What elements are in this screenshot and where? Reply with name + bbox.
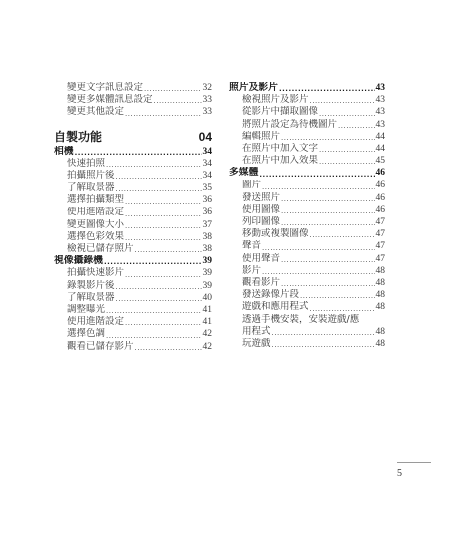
toc-entry-title: 發送錄像片段 bbox=[242, 289, 300, 301]
section-heading-photos-videos[interactable] bbox=[229, 82, 385, 94]
toc-entry[interactable] bbox=[54, 194, 212, 206]
toc-entry-title: 選擇色彩效果 bbox=[67, 230, 125, 242]
toc-entry[interactable] bbox=[229, 301, 385, 313]
toc-entry-page: 41 bbox=[202, 317, 212, 328]
toc-entry[interactable] bbox=[229, 253, 385, 265]
dot-leader bbox=[272, 328, 375, 338]
toc-left-column bbox=[54, 82, 212, 353]
toc-entry[interactable] bbox=[54, 243, 212, 255]
toc-entry[interactable] bbox=[229, 338, 385, 350]
toc-entry[interactable] bbox=[54, 182, 212, 194]
dot-leader bbox=[281, 194, 374, 204]
toc-entry-page: 48 bbox=[375, 277, 385, 288]
toc-entry[interactable] bbox=[229, 180, 385, 192]
toc-entry-title: 移動或複製圖像 bbox=[242, 228, 309, 240]
dot-leader bbox=[75, 148, 202, 158]
dot-leader bbox=[262, 182, 374, 192]
toc-entry[interactable] bbox=[229, 192, 385, 204]
toc-entry-page: 35 bbox=[202, 183, 212, 194]
toc-entry[interactable] bbox=[54, 170, 212, 182]
section-title: 視像攝錄機 bbox=[54, 255, 103, 267]
dot-leader bbox=[106, 331, 201, 341]
dot-leader bbox=[116, 184, 202, 194]
dot-leader bbox=[135, 245, 202, 255]
section-heading-camera[interactable] bbox=[54, 146, 212, 158]
toc-entry-title-line2: 用程式 bbox=[242, 325, 271, 337]
toc-entry-title: 使用圖像 bbox=[242, 203, 281, 215]
toc-entry-page: 48 bbox=[375, 265, 385, 276]
toc-entry-title: 使用聲音 bbox=[242, 252, 281, 264]
toc-entry[interactable] bbox=[229, 240, 385, 252]
toc-entry-page: 43 bbox=[375, 95, 385, 106]
toc-entry-title: 從影片中擷取圖像 bbox=[242, 106, 319, 118]
dot-leader bbox=[281, 255, 374, 265]
toc-entry-title: 觀看已儲存影片 bbox=[67, 340, 134, 352]
toc-entry[interactable] bbox=[229, 155, 385, 167]
toc-entry-page: 32 bbox=[202, 82, 212, 93]
section-title: 相機 bbox=[54, 145, 74, 157]
toc-entry-title: 編輯照片 bbox=[242, 130, 281, 142]
dot-leader bbox=[125, 270, 201, 280]
dot-leader bbox=[319, 109, 374, 119]
toc-entry[interactable] bbox=[229, 131, 385, 143]
toc-entry-page: 39 bbox=[202, 268, 212, 279]
toc-entry-title: 在照片中加入文字 bbox=[242, 142, 319, 154]
toc-entry-page: 48 bbox=[375, 326, 385, 337]
section-page: 46 bbox=[375, 168, 385, 179]
toc-entry-title: 快速拍照 bbox=[67, 157, 106, 169]
toc-entry-title: 調整曝光 bbox=[67, 304, 106, 315]
toc-entry-title: 錄製影片後 bbox=[67, 279, 115, 291]
dot-leader bbox=[125, 109, 201, 119]
toc-entry-title: 拍攝照片後 bbox=[67, 169, 115, 181]
dot-leader bbox=[125, 233, 201, 243]
toc-entry-page: 34 bbox=[202, 158, 212, 169]
toc-entry[interactable] bbox=[54, 231, 212, 243]
toc-entry[interactable] bbox=[54, 316, 212, 328]
chapter-number: 04 bbox=[198, 129, 212, 144]
toc-entry[interactable] bbox=[54, 106, 212, 118]
dot-leader bbox=[310, 96, 375, 106]
toc-entry-title: 影片 bbox=[242, 264, 262, 276]
dot-leader bbox=[125, 209, 201, 219]
page-number-rule bbox=[397, 462, 431, 463]
toc-entry-title: 使用進階設定 bbox=[67, 316, 125, 328]
toc-entry-wrapped[interactable] bbox=[229, 314, 385, 338]
toc-entry-page: 36 bbox=[202, 207, 212, 218]
dot-leader bbox=[281, 133, 374, 143]
chapter-heading[interactable] bbox=[54, 130, 212, 146]
toc-entry[interactable] bbox=[229, 204, 385, 216]
toc-entry-title: 了解取景器 bbox=[67, 182, 115, 194]
toc-entry-page: 47 bbox=[375, 253, 385, 264]
toc-entry-title: 圖片 bbox=[242, 179, 262, 191]
section-heading-video-camera[interactable] bbox=[54, 255, 212, 267]
section-title: 多媒體 bbox=[229, 167, 259, 179]
toc-entry[interactable] bbox=[54, 292, 212, 304]
toc-entry-page: 41 bbox=[202, 304, 212, 315]
section-heading-multimedia[interactable] bbox=[229, 167, 385, 179]
toc-entry-page: 47 bbox=[375, 229, 385, 240]
toc-entry[interactable] bbox=[229, 119, 385, 131]
toc-entry-page: 40 bbox=[202, 292, 212, 303]
toc-entry-title: 變更多媒體訊息設定 bbox=[67, 94, 153, 106]
dot-leader bbox=[125, 197, 201, 207]
dot-leader bbox=[104, 257, 202, 267]
toc-entry-page: 42 bbox=[202, 329, 212, 340]
dot-leader bbox=[106, 306, 201, 316]
toc-entry-title: 發送照片 bbox=[242, 191, 281, 203]
toc-entry-page: 48 bbox=[375, 302, 385, 313]
toc-entry[interactable] bbox=[229, 106, 385, 118]
toc-entry-title: 選擇拍攝類型 bbox=[67, 194, 125, 206]
dot-leader bbox=[125, 318, 201, 328]
toc-entry[interactable] bbox=[54, 94, 212, 106]
toc-entry-page: 44 bbox=[375, 143, 385, 154]
dot-leader bbox=[272, 340, 375, 350]
dot-leader bbox=[310, 304, 375, 314]
toc-entry-title: 觀看影片 bbox=[242, 277, 281, 288]
toc-entry-title: 了解取景器 bbox=[67, 291, 115, 303]
dot-leader bbox=[319, 145, 374, 155]
toc-entry-title: 選擇色調 bbox=[67, 328, 106, 340]
toc-right-column bbox=[229, 82, 385, 350]
dot-leader bbox=[116, 282, 202, 292]
toc-entry-title: 檢視已儲存照片 bbox=[67, 243, 134, 255]
toc-entry-page: 48 bbox=[375, 338, 385, 349]
toc-entry-page: 44 bbox=[375, 131, 385, 142]
toc-entry[interactable] bbox=[54, 267, 212, 279]
dot-leader bbox=[116, 294, 202, 304]
toc-entry-title: 遊戲和應用程式 bbox=[242, 301, 309, 313]
chapter-title: 自製功能 bbox=[54, 129, 103, 144]
toc-entry[interactable] bbox=[229, 228, 385, 240]
dot-leader bbox=[310, 230, 375, 240]
section-page: 34 bbox=[202, 146, 212, 157]
toc-entry-page: 42 bbox=[202, 341, 212, 352]
dot-leader bbox=[125, 221, 201, 231]
section-title: 照片及影片 bbox=[229, 82, 278, 93]
toc-entry[interactable] bbox=[229, 216, 385, 228]
toc-entry-page: 33 bbox=[202, 95, 212, 106]
toc-entry[interactable] bbox=[229, 289, 385, 301]
toc-entry-title: 使用進階設定 bbox=[67, 206, 125, 218]
toc-entry-title: 檢視照片及影片 bbox=[242, 94, 309, 106]
toc-entry[interactable] bbox=[54, 280, 212, 292]
toc-entry-page: 46 bbox=[375, 180, 385, 191]
toc-entry-page: 34 bbox=[202, 170, 212, 181]
toc-entry[interactable] bbox=[229, 265, 385, 277]
toc-entry-title: 拍攝快速影片 bbox=[67, 267, 125, 279]
dot-leader bbox=[338, 121, 374, 131]
toc-entry-title: 變更文字訊息設定 bbox=[67, 82, 144, 93]
dot-leader bbox=[262, 243, 374, 253]
toc-entry-page: 45 bbox=[375, 156, 385, 167]
toc-entry[interactable] bbox=[54, 304, 212, 316]
toc-entry-page: 46 bbox=[375, 204, 385, 215]
toc-entry-page: 36 bbox=[202, 195, 212, 206]
toc-entry[interactable] bbox=[54, 82, 212, 94]
toc-entry[interactable] bbox=[54, 341, 212, 353]
toc-entry[interactable] bbox=[54, 219, 212, 231]
toc-entry-title-line1: 透過手機安裝，安裝遊戲/應 bbox=[242, 313, 360, 325]
toc-entry-title: 變更圖像大小 bbox=[67, 218, 125, 230]
dot-leader bbox=[116, 172, 202, 182]
toc-entry-page: 47 bbox=[375, 217, 385, 228]
dot-leader bbox=[279, 84, 375, 94]
section-page: 39 bbox=[202, 256, 212, 267]
toc-entry[interactable] bbox=[229, 277, 385, 289]
toc-entry-page: 48 bbox=[375, 290, 385, 301]
dot-leader bbox=[154, 96, 202, 106]
toc-entry-page: 47 bbox=[375, 241, 385, 252]
toc-entry[interactable] bbox=[229, 143, 385, 155]
toc-entry-page: 39 bbox=[202, 280, 212, 291]
dot-leader bbox=[319, 157, 374, 167]
toc-entry-title: 變更其他設定 bbox=[67, 106, 125, 118]
dot-leader bbox=[281, 279, 374, 289]
dot-leader bbox=[300, 291, 374, 301]
toc-entry-title: 在照片中加入效果 bbox=[242, 155, 319, 167]
dot-leader bbox=[281, 206, 374, 216]
toc-entry[interactable] bbox=[229, 94, 385, 106]
dot-leader bbox=[135, 343, 202, 353]
toc-entry[interactable] bbox=[54, 328, 212, 340]
dot-leader bbox=[281, 218, 374, 228]
toc-entry[interactable] bbox=[54, 158, 212, 170]
toc-entry-page: 46 bbox=[375, 192, 385, 203]
toc-entry-title: 將照片設定為待機圖片 bbox=[242, 118, 338, 130]
dot-leader bbox=[262, 267, 374, 277]
toc-entry-page: 43 bbox=[375, 119, 385, 130]
toc-entry-page: 43 bbox=[375, 107, 385, 118]
toc-entry-page: 38 bbox=[202, 244, 212, 255]
dot-leader bbox=[106, 160, 201, 170]
toc-entry-page: 33 bbox=[202, 107, 212, 118]
toc-entry[interactable] bbox=[54, 207, 212, 219]
toc-entry-page: 38 bbox=[202, 231, 212, 242]
dot-leader bbox=[259, 170, 374, 180]
toc-entry-page: 37 bbox=[202, 219, 212, 230]
toc-entry-title: 玩遊戲 bbox=[242, 337, 271, 349]
section-page: 43 bbox=[375, 82, 385, 93]
toc-entry-title: 聲音 bbox=[242, 240, 262, 252]
page-number: 5 bbox=[397, 468, 402, 479]
toc-entry-title: 列印圖像 bbox=[242, 216, 281, 228]
dot-leader bbox=[144, 84, 201, 94]
